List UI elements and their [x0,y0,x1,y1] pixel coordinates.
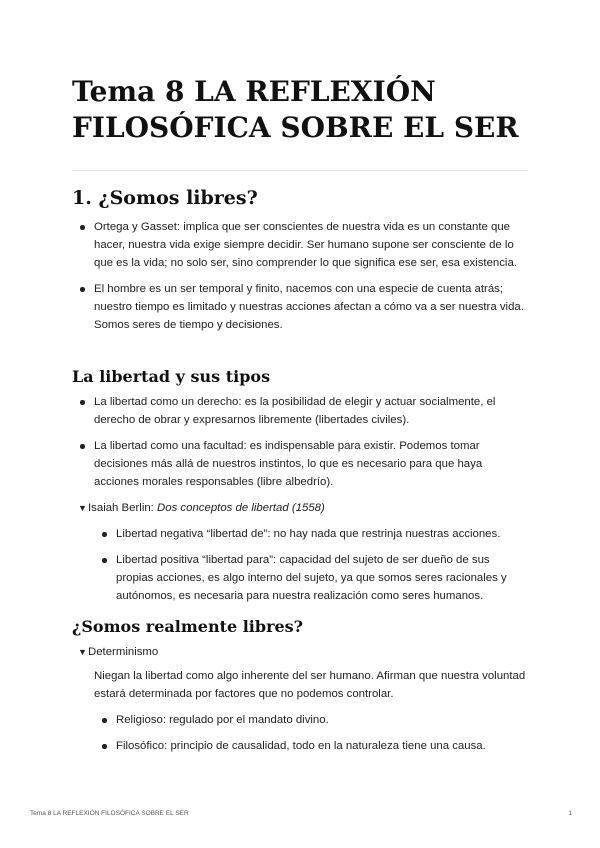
list-item: Libertad negativa “libertad de”: no hay nada que restrinja nuestras acciones. [94,525,528,543]
page-number: 1 [568,810,572,817]
list-item: Religioso: regulado por el mandato divino. [94,711,528,729]
section-heading-somos-libres: 1. ¿Somos libres? [72,187,258,209]
page-footer [30,810,572,817]
book-title: Dos conceptos de libertad (1558) [157,502,325,514]
toggle-determinismo[interactable] [72,643,528,661]
list-item: Filosófico: principio de causalidad, todo en la naturaleza tiene una causa. [94,737,528,755]
section-somos-realmente-libres [72,643,528,763]
toggle-label: Isaiah Berlin: [88,502,158,514]
toggle-isaiah-berlin-content [72,525,528,605]
toggle-determinismo-content [72,667,528,755]
section-heading-somos-realmente-libres: ¿Somos realmente libres? [72,617,304,636]
footer-title: Tema 8 LA REFLEXIÓN FILOSÓFICA SOBRE EL SER [30,810,189,817]
determinismo-paragraph: Niegan la libertad como algo inherente del ser humano. Afirman que nuestra voluntad estará determinada por factores que no podemos controlar. [94,670,526,700]
list-item: El hombre es un ser temporal y finito, nacemos con una especie de cuenta atrás; nuestro tiempo es limitado y nuestras acciones afectan a cómo va a ser nuestra vida. Somos seres de tiempo y decisiones. [72,280,528,334]
toggle-triangle-icon[interactable]: ▼ [78,647,87,657]
toggle-isaiah-berlin[interactable] [72,499,528,517]
list-item: La libertad como un derecho: es la posibilidad de elegir y actuar socialmente, el derecho de obrar y expresarnos libremente (libertades civiles). [72,393,528,429]
list-item: La libertad como una facultad: es indispensable para existir. Podemos tomar decisiones más allá de nuestros instintos, lo que es necesario para que haya acciones morales responsables (libre albedrío). [72,437,528,491]
title-divider [72,170,528,171]
page-title: Tema 8 LA REFLEXIÓN FILOSÓFICA SOBRE EL SER [72,75,519,144]
list-item: Ortega y Gasset: implica que ser conscientes de nuestra vida es un constante que hacer, nuestra vida exige siempre decidir. Ser humano supone ser consciente de lo que es la vida; no solo ser, sino comprender lo que significa ese ser, esa existencia. [72,218,528,272]
toggle-triangle-icon[interactable]: ▼ [78,503,87,513]
toggle-label: Determinismo [88,646,159,658]
section-somos-libres-list [72,218,528,342]
section-heading-libertad-tipos: La libertad y sus tipos [72,367,271,386]
list-item: Libertad positiva “libertad para”: capacidad del sujeto de ser dueño de sus propias acciones, es algo interno del sujeto, ya que somos seres racionales y autónomos, es necesaria para nuestra realización como seres humanos. [94,551,528,605]
section-libertad-tipos-list [72,393,528,613]
